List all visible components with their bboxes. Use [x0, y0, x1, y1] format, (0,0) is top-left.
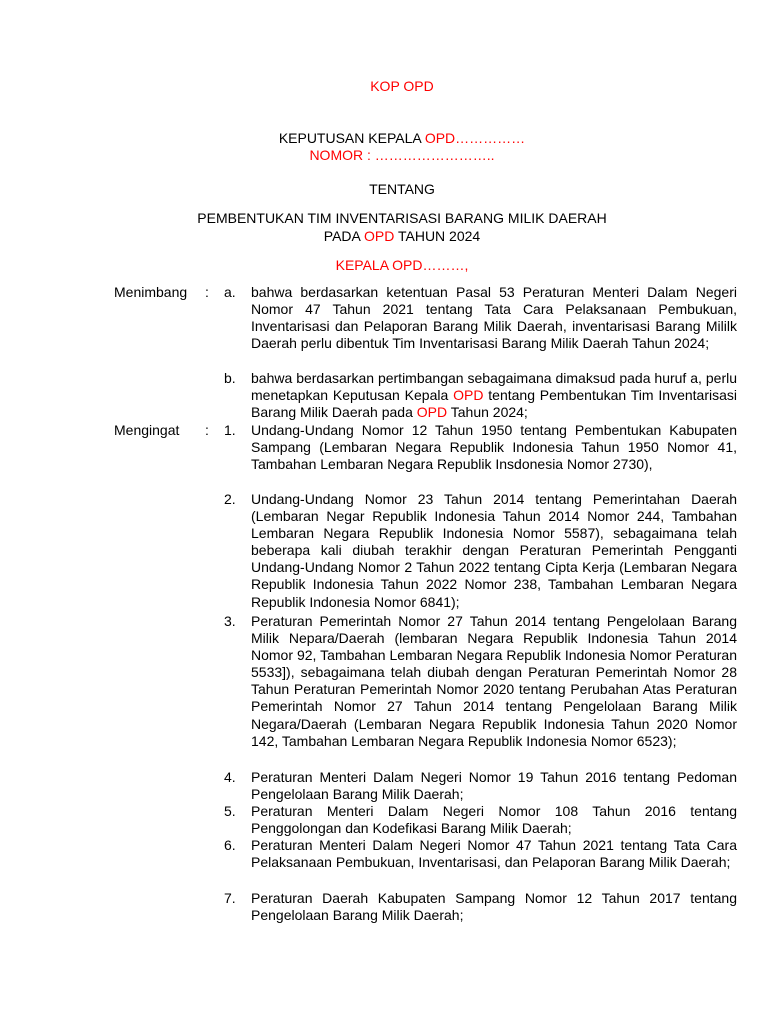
- subject-line-1: PEMBENTUKAN TIM INVENTARISASI BARANG MILIK DAERAH: [197, 210, 607, 226]
- tentang-heading: TENTANG: [369, 181, 435, 197]
- kepala-opd: KEPALA OPD………,: [335, 257, 469, 273]
- item-number: 2.: [224, 491, 236, 507]
- mengingat-colon: :: [205, 422, 209, 438]
- item-number: 4.: [224, 769, 236, 785]
- item-number: 1.: [224, 422, 236, 438]
- kop-opd: KOP OPD: [370, 78, 434, 94]
- decree-title-opd: OPD……………: [424, 130, 526, 146]
- subject-opd: OPD: [364, 228, 395, 244]
- mengingat-label: Mengingat: [114, 422, 180, 438]
- menimbang-label: Menimbang: [114, 284, 188, 300]
- opd-placeholder: OPD: [416, 404, 448, 421]
- item-text: Peraturan Menteri Dalam Negeri Nomor 19 Tahun 2016 tentang Pedoman Pengelolaan Barang Milik Daerah;: [251, 769, 737, 803]
- item-number: b.: [224, 370, 236, 386]
- item-text: Peraturan Menteri Dalam Negeri Nomor 47 Tahun 2021 tentang Tata Cara Pelaksanaan Pembukuan, Inventarisasi, dan Pelaporan Barang Milik Daerah;: [251, 837, 737, 871]
- item-number: 3.: [224, 613, 236, 629]
- subject-pada: PADA: [323, 228, 364, 244]
- item-text-part: bahwa berdasarkan pertimbangan sebagaimana dimaksud pada huruf a, perlu menetapkan Keputusan Kepala: [251, 370, 737, 404]
- decree-title: [0, 130, 768, 147]
- item-text: Peraturan Menteri Dalam Negeri Nomor 108 Tahun 2016 tentang Penggolongan dan Kodefikasi Barang Milik Daerah;: [251, 803, 737, 837]
- item-number: a.: [224, 284, 236, 300]
- opd-placeholder: OPD: [453, 387, 484, 404]
- item-text: Peraturan Daerah Kabupaten Sampang Nomor 12 Tahun 2017 tentang Pengelolaan Barang Milik Daerah;: [251, 890, 737, 924]
- menimbang-colon: :: [205, 284, 209, 300]
- subject-tahun: TAHUN 2024: [394, 228, 481, 244]
- item-text: bahwa berdasarkan ketentuan Pasal 53 Peraturan Menteri Dalam Negeri Nomor 47 Tahun 2021 tentang Tata Cara Pelaksanaan Pembukuan, Inventarisasi dan Pelaporan Barang Milik Daerah, inventarisasi Barang Mililk Daerah perlu dibentuk Tim Inventarisasi Barang Milik Daerah Tahun 2024;: [251, 284, 737, 352]
- item-number: 7.: [224, 890, 236, 906]
- decree-number: NOMOR : ……………………..: [309, 147, 495, 163]
- item-text-part: Tahun 2024;: [447, 404, 528, 421]
- item-number: 6.: [224, 837, 236, 853]
- item-text: Undang-Undang Nomor 12 Tahun 1950 tentang Pembentukan Kabupaten Sampang (Lembaran Negara Republik Indonesia Tahun 1950 Nomor 41, Tambahan Lembaran Negara Republik Insdonesia Nomor 2730),: [251, 422, 737, 473]
- item-text: Peraturan Pemerintah Nomor 27 Tahun 2014 tentang Pengelolaan Barang Milik Nepara/Daerah (lembaran Negara Republik Indonesia Tahun 2014 Nomor 92, Tambahan Lembaran Negara Republik Indonesia Nomor Peraturan 5533]), sebagaimana telah diubah dengan Peraturan Pemerintah Nomor 28 Tahun Peraturan Pemerintah Nomor 2020 tentang Perubahan Atas Peraturan Pemerintah Nomor 27 Tahun 2014 tentang Pengelolaan Barang Milik Negara/Daerah (Lembaran Negara Republik Indonesia Tahun 2020 Nomor 142, Tambahan Lembaran Negara Republik Indonesia Nomor 6523);: [251, 613, 737, 749]
- item-text: [251, 370, 737, 421]
- subject-line-2: [0, 228, 768, 245]
- item-number: 5.: [224, 803, 236, 819]
- item-text-part: tentang Pembentukan Tim Inventarisasi Barang Milik Daerah pada: [251, 387, 738, 421]
- item-text: Undang-Undang Nomor 23 Tahun 2014 tentang Pemerintahan Daerah (Lembaran Negar Republik Indonesia Tahun 2014 Nomor 244, Tambahan Lembaran Negara Republik Indonesia Nomor 5587), sebagaimana telah beberapa kali diubah terakhir dengan Peraturan Pemerintah Pengganti Undang-Undang Nomor 2 Tahun 2022 tentang Cipta Kerja (Lembaran Negara Republik Indonesia Tahun 2022 Nomor 238, Tambahan Lembaran Negara Republik Indonesia Nomor 6841);: [251, 491, 737, 610]
- decree-title-prefix: KEPUTUSAN KEPALA: [278, 130, 425, 146]
